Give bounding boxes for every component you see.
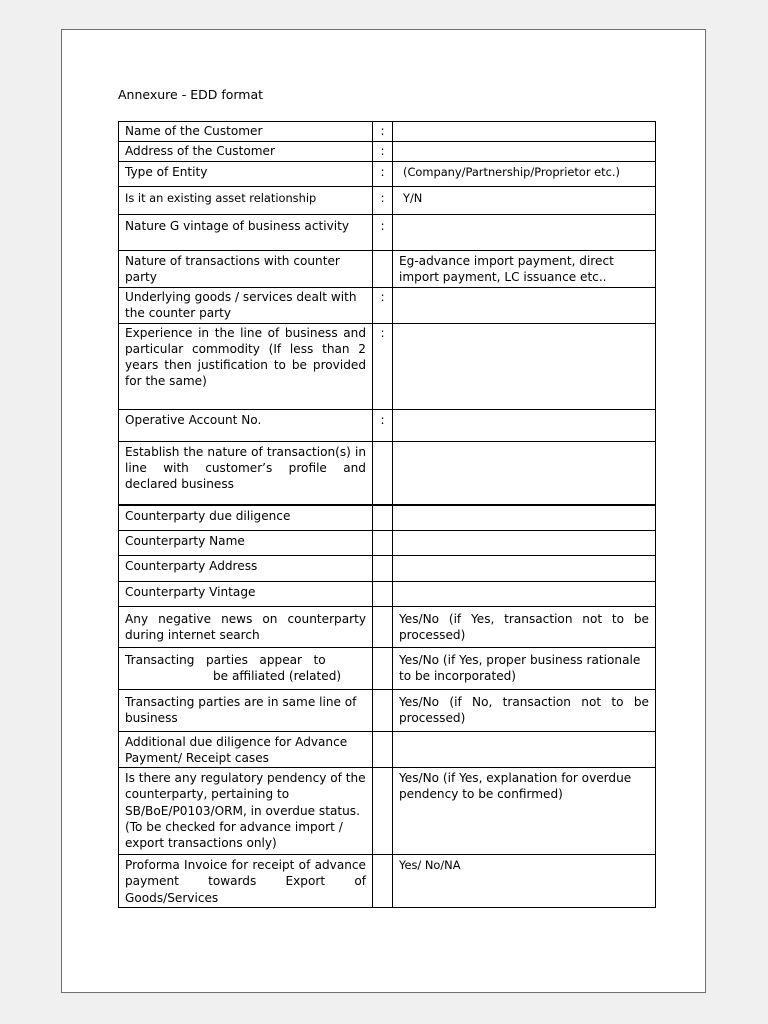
row-value [393,215,656,251]
table-row [119,505,656,530]
row-label: Establish the nature of transaction(s) in line with customer’s profile and declared business [119,441,373,505]
table-row [119,530,656,555]
row-label: Type of Entity [119,162,373,187]
table-row [119,287,656,323]
row-label: Counterparty Name [119,530,373,555]
row-colon [373,555,393,581]
row-value: Yes/No (if Yes, explanation for overdue pendency to be confirmed) [393,768,656,855]
row-value [393,505,656,530]
row-value [393,142,656,162]
row-colon: : [373,323,393,409]
table-row [119,187,656,215]
row-value [393,530,656,555]
row-value [393,122,656,142]
row-label: Nature of transactions with counter party [119,251,373,288]
table-row [119,855,656,908]
row-value: Yes/ No/NA [393,855,656,908]
row-label-line1: Transacting parties appear to [125,652,326,667]
row-label: Nature G vintage of business activity [119,215,373,251]
row-label: Counterparty due diligence [119,505,373,530]
row-colon [373,530,393,555]
row-colon [373,581,393,606]
table-row [119,409,656,441]
row-value: Y/N [393,187,656,215]
row-value [393,555,656,581]
document-page [61,29,706,993]
row-label: Is there any regulatory pendency of the counterparty, pertaining to SB/BoE/P0103/ORM, in overdue status. (To be checked for advance import / export transactions only) [119,768,373,855]
table-row [119,689,656,731]
row-label: Transacting parties are in same line of business [119,689,373,731]
row-colon: : [373,409,393,441]
row-label: Underlying goods / services dealt with the counter party [119,287,373,323]
row-label: Address of the Customer [119,142,373,162]
row-colon [373,689,393,731]
row-colon: : [373,287,393,323]
table-row [119,251,656,288]
table-row [119,606,656,647]
row-value: Yes/No (if No, transaction not to be processed) [393,689,656,731]
row-colon: : [373,162,393,187]
row-label: Additional due diligence for Advance Payment/ Receipt cases [119,731,373,768]
row-value [393,409,656,441]
table-row [119,581,656,606]
edd-form-table [118,121,656,908]
row-value [393,581,656,606]
row-value [393,287,656,323]
row-colon: : [373,142,393,162]
table-row [119,142,656,162]
table-row [119,122,656,142]
row-label: Counterparty Address [119,555,373,581]
row-colon [373,505,393,530]
row-colon [373,768,393,855]
row-value: Yes/No (if Yes, transaction not to be processed) [393,606,656,647]
row-label [119,647,373,689]
row-colon [373,606,393,647]
row-colon: : [373,215,393,251]
row-value [393,323,656,409]
table-row [119,162,656,187]
row-label: Operative Account No. [119,409,373,441]
row-label: Counterparty Vintage [119,581,373,606]
row-colon [373,441,393,505]
table-row [119,441,656,505]
row-value: Eg-advance import payment, direct import payment, LC issuance etc.. [393,251,656,288]
row-colon [373,731,393,768]
row-label: Any negative news on counterparty during internet search [119,606,373,647]
row-label: Is it an existing asset relationship [119,187,373,215]
row-label: Proforma Invoice for receipt of advance payment towards Export of Goods/Services [119,855,373,908]
table-row [119,768,656,855]
row-colon [373,855,393,908]
table-row [119,555,656,581]
row-value [393,441,656,505]
row-value: Yes/No (if Yes, proper business rationale to be incorporated) [393,647,656,689]
table-row [119,647,656,689]
row-value: (Company/Partnership/Proprietor etc.) [393,162,656,187]
row-colon [373,251,393,288]
table-row [119,731,656,768]
row-label-line2: be affiliated (related) [213,668,342,683]
row-colon: : [373,122,393,142]
table-row [119,323,656,409]
row-label: Name of the Customer [119,122,373,142]
row-label: Experience in the line of business and particular commodity (If less than 2 years then justification to be provided for the same) [119,323,373,409]
row-colon [373,647,393,689]
row-value [393,731,656,768]
table-row [119,215,656,251]
row-colon: : [373,187,393,215]
document-title: Annexure - EDD format [118,87,264,102]
